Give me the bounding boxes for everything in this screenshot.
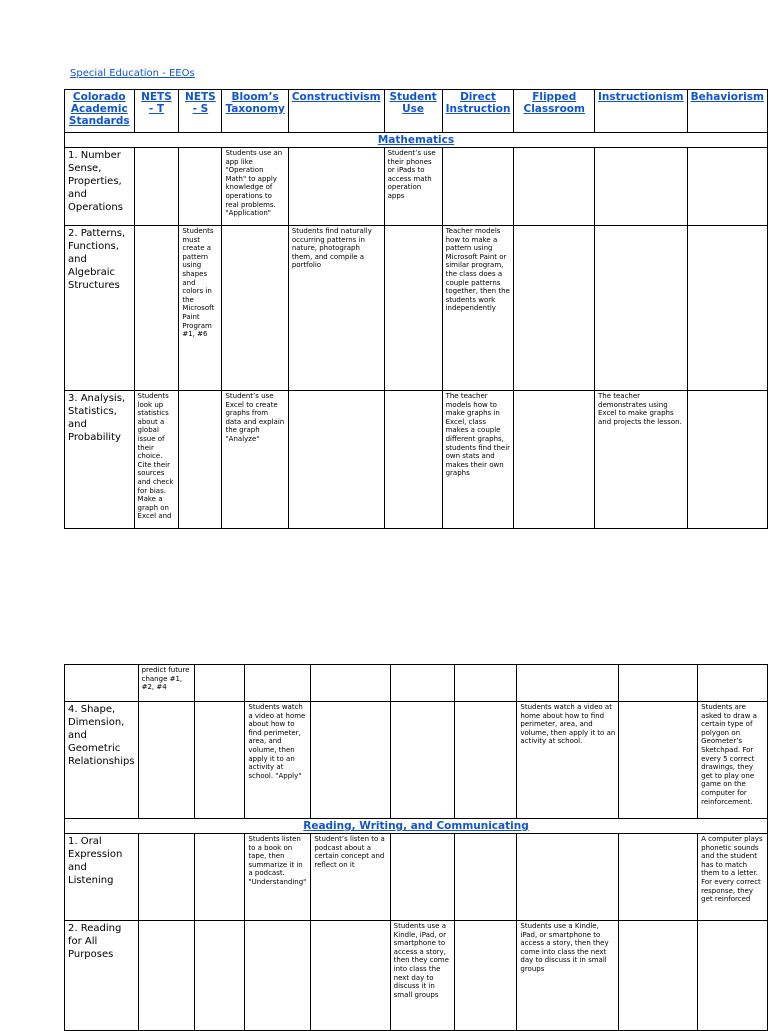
table-cell [311, 702, 390, 819]
standard-label: 3. Analysis, Statistics, and Probability [65, 391, 135, 529]
table-row [65, 391, 768, 529]
table-cell [390, 834, 455, 921]
table-cell: Students are asked to draw a certain type of polygon on Geometer’s Sketchpad. For every 5 correct drawings, they get to play one game on the computer for reinforcement. [698, 702, 768, 819]
header-direct-instruction: Direct Instruction [442, 90, 514, 133]
table-row [65, 834, 768, 921]
table-cell [619, 921, 698, 1031]
table-cell [245, 921, 311, 1031]
standard-label: 1. Oral Expression and Listening [65, 834, 139, 921]
table-cell [455, 921, 517, 1031]
table-cell: Students watch a video at home about how to find perimeter, area, and volume, then apply it to an activity at school. [517, 702, 619, 819]
table-cell [134, 148, 179, 226]
table-cell [384, 226, 442, 391]
table-cell [195, 702, 245, 819]
table-cell [619, 834, 698, 921]
table-cell: Student’s listen to a podcast about a certain concept and reflect on it [311, 834, 390, 921]
table-cell [195, 921, 245, 1031]
table-cell [138, 834, 195, 921]
table-cell: The teacher models how to make graphs in Excel, class makes a couple different graphs, students find their own stats and makes their own graphs [442, 391, 514, 529]
table-cell [455, 834, 517, 921]
standards-table-page-1 [64, 89, 768, 529]
table-cell: Students watch a video at home about how to find perimeter, area, and volume, then apply it to an activity at school. "Apply" [245, 702, 311, 819]
table-cell [195, 834, 245, 921]
standard-label [65, 665, 139, 702]
table-cell [138, 921, 195, 1031]
table-cell [390, 665, 455, 702]
standard-label: 4. Shape, Dimension, and Geometric Relationships [65, 702, 139, 819]
table-cell [514, 391, 595, 529]
table-cell [245, 665, 311, 702]
table-cell: Student’s use their phones or iPads to access math operation apps [384, 148, 442, 226]
section-row [65, 133, 768, 148]
table-row [65, 702, 768, 819]
header-nets-s: NETS - S [179, 90, 222, 133]
header-student-use: Student Use [384, 90, 442, 133]
table-cell [179, 148, 222, 226]
header-constructivism: Constructivism [288, 90, 384, 133]
table-cell [455, 665, 517, 702]
header-flipped-classroom: Flipped Classroom [514, 90, 595, 133]
document-title: Special Education - EEOs [70, 68, 195, 79]
table-cell [138, 702, 195, 819]
table-cell [687, 226, 767, 391]
table-cell [619, 665, 698, 702]
header-nets-t: NETS - T [134, 90, 179, 133]
table-cell [698, 665, 768, 702]
standard-label: 1. Number Sense, Properties, and Operations [65, 148, 135, 226]
table-cell [288, 148, 384, 226]
header-colorado-academic-standards: Colorado Academic Standards [65, 90, 135, 133]
table-cell [698, 921, 768, 1031]
table-cell [134, 226, 179, 391]
table-cell [687, 391, 767, 529]
table-cell [195, 665, 245, 702]
header-row [65, 90, 768, 133]
table-cell [442, 148, 514, 226]
table-cell: Student’s use Excel to create graphs from data and explain the graph "Analyze" [222, 391, 288, 529]
standard-label: 2. Reading for All Purposes [65, 921, 139, 1031]
table-cell: predict future change #1, #2, #4 [138, 665, 195, 702]
header-instructionism: Instructionism [595, 90, 688, 133]
standards-table-page-2 [64, 664, 768, 1031]
table-cell [179, 391, 222, 529]
table-cell: Students must create a pattern using shapes and colors in the Microsoft Paint Program #1, #6 [179, 226, 222, 391]
section-heading-reading-writing-communicating: Reading, Writing, and Communicating [65, 819, 768, 834]
table-row [65, 921, 768, 1031]
table-cell [514, 148, 595, 226]
table-cell [687, 148, 767, 226]
table-cell [517, 665, 619, 702]
table-cell [390, 702, 455, 819]
table-cell [288, 391, 384, 529]
table-cell [595, 148, 688, 226]
table-cell: Students listen to a book on tape, then summarize it in a podcast. "Understanding" [245, 834, 311, 921]
table-row [65, 665, 768, 702]
table-cell: Students use a Kindle, iPad, or smartphone to access a story, then they come into class the next day to discuss it in small groups [517, 921, 619, 1031]
section-heading-mathematics: Mathematics [65, 133, 768, 148]
table-cell [455, 702, 517, 819]
table-cell: Teacher models how to make a pattern using Microsoft Paint or similar program, the class does a couple patterns together, then the students work independently [442, 226, 514, 391]
table-cell [595, 226, 688, 391]
table-cell: Students find naturally occurring patterns in nature, photograph them, and compile a portfolio [288, 226, 384, 391]
header-blooms-taxonomy: Bloom’s Taxonomy [222, 90, 288, 133]
section-row [65, 819, 768, 834]
table-cell [384, 391, 442, 529]
table-cell: The teacher demonstrates using Excel to make graphs and projects the lesson. [595, 391, 688, 529]
table-cell [311, 665, 390, 702]
table-row [65, 148, 768, 226]
standard-label: 2. Patterns, Functions, and Algebraic Structures [65, 226, 135, 391]
table-cell: Students use an app like "Operation Math" to apply knowledge of operations to real problems. "Application" [222, 148, 288, 226]
table-cell [222, 226, 288, 391]
table-cell: A computer plays phonetic sounds and the student has to match them to a letter. For every correct response, they get reinforced [698, 834, 768, 921]
table-cell [619, 702, 698, 819]
header-behaviorism: Behaviorism [687, 90, 767, 133]
table-cell [514, 226, 595, 391]
table-cell [311, 921, 390, 1031]
table-cell [517, 834, 619, 921]
table-row [65, 226, 768, 391]
table-cell: Students use a Kindle, iPad, or smartphone to access a story, then they come into class the next day to discuss it in small groups [390, 921, 455, 1031]
table-cell: Students look up statistics about a global issue of their choice. Cite their sources and check for bias. Make a graph on Excel and [134, 391, 179, 529]
